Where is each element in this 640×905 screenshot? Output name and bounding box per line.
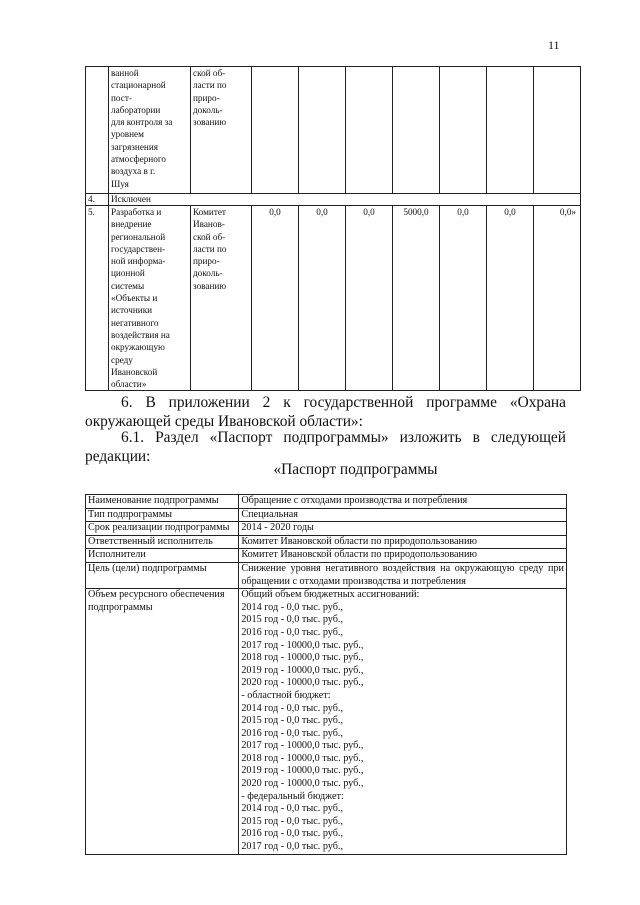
value-cell	[252, 67, 299, 194]
value-cell	[299, 67, 346, 194]
table-row	[86, 206, 581, 391]
text-line: зованию	[193, 117, 227, 128]
row-value: Снижение уровня негативного воздействия на окружающую среду при обращении с отходами производства и потребления	[239, 562, 567, 588]
text-line: загрязнения	[111, 141, 158, 152]
text-line: Общий объем бюджетных ассигнований:	[241, 589, 420, 601]
passport-title: «Паспорт подпрограммы	[273, 461, 438, 478]
text-line: 2015 год - 0,0 тыс. руб.,	[241, 614, 344, 626]
text-line: окружающую	[111, 342, 165, 353]
text-line: ской об-	[193, 231, 226, 242]
text-line: ской об-	[193, 68, 226, 78]
row-value: Комитет Ивановской области по природопользованию	[239, 549, 567, 563]
value-cell	[487, 67, 534, 194]
text-line: источники	[111, 305, 153, 316]
text-line: «Объекты и	[111, 293, 158, 304]
text-line: лаборатории	[111, 104, 161, 115]
row-value: Специальная	[239, 508, 567, 522]
row-number: 5.	[86, 206, 109, 391]
value-cell: 0,0	[487, 206, 534, 391]
text-line: 2017 год - 10000,0 тыс. руб.,	[241, 740, 364, 752]
text-line: 2014 год - 0,0 тыс. руб.,	[241, 702, 344, 714]
row-label: Тип подпрограммы	[86, 508, 239, 522]
text-line: воздействия на	[111, 329, 170, 340]
table-row	[86, 194, 581, 206]
text-line: зованию	[193, 280, 227, 291]
text-line: Ивановской	[111, 366, 158, 377]
text-line: 2015 год - 0,0 тыс. руб.,	[241, 715, 344, 727]
text-line: Иванов-	[193, 219, 225, 230]
table-row	[86, 508, 567, 522]
text-line: 2015 год - 0,0 тыс. руб.,	[241, 815, 344, 827]
executor	[191, 206, 252, 391]
text-line: приро-	[193, 92, 220, 103]
row-value: Комитет Ивановской области по природопользованию	[239, 535, 567, 549]
text-line: 2020 год - 10000,0 тыс. руб.,	[241, 677, 364, 689]
measure-name	[109, 206, 191, 391]
text-line: уровнем	[111, 129, 144, 140]
text-line: Комитет	[193, 207, 226, 217]
text-line: 2016 год - 0,0 тыс. руб.,	[241, 727, 344, 739]
text-line: - областной бюджет:	[241, 689, 331, 701]
row-label: Ответственный исполнитель	[86, 535, 239, 549]
value-cell: 0,0»	[534, 206, 581, 391]
row-label: Наименование подпрограммы	[86, 495, 239, 509]
text-line: ной информа-	[111, 256, 166, 267]
text-line: доколь-	[193, 104, 223, 115]
text-line: для контроля за	[111, 117, 173, 128]
text-line: внедрение	[111, 219, 152, 230]
text-line: 2018 год - 10000,0 тыс. руб.,	[241, 652, 364, 664]
text-line: 2019 год - 10000,0 тыс. руб.,	[241, 664, 364, 676]
row-label: Цель (цели) подпрограммы	[86, 562, 239, 588]
text-line: приро-	[193, 256, 220, 267]
page-number: 11	[548, 38, 560, 52]
table-row	[86, 535, 567, 549]
text-line: системы	[111, 280, 145, 291]
text-line: - федеральный бюджет:	[241, 790, 344, 802]
value-cell	[534, 67, 581, 194]
value-cell: 5000,0	[393, 206, 440, 391]
value-cell	[393, 67, 440, 194]
table-row	[86, 549, 567, 563]
text-line: ласти по	[193, 243, 227, 254]
row-number	[86, 67, 109, 194]
value-cell	[346, 67, 393, 194]
text-line: 2016 год - 0,0 тыс. руб.,	[241, 626, 344, 638]
text-line: 2017 год - 10000,0 тыс. руб.,	[241, 639, 364, 651]
value-cell: 0,0	[440, 206, 487, 391]
table-row	[86, 562, 567, 588]
measure-name	[109, 67, 191, 194]
table-row	[86, 522, 567, 536]
text-line: государствен-	[111, 243, 166, 254]
text-line: 2014 год - 0,0 тыс. руб.,	[241, 803, 344, 815]
text-line: стационарной	[111, 80, 166, 91]
text-line: Разработка и	[111, 207, 162, 217]
table-row	[86, 589, 567, 854]
paragraph-6: 6. В приложении 2 к государственной программе «Охрана окружающей среды Ивановской области»:	[85, 394, 566, 430]
text-line: 2016 год - 0,0 тыс. руб.,	[241, 828, 344, 840]
row-label: Срок реализации подпрограммы	[86, 522, 239, 536]
funding-lines	[239, 589, 567, 854]
text-line: атмосферного	[111, 154, 166, 165]
text-line: среду	[111, 354, 133, 365]
text-line: 2019 год - 10000,0 тыс. руб.,	[241, 765, 364, 777]
value-cell: 0,0	[299, 206, 346, 391]
text-line: ванной	[111, 68, 139, 78]
row-value: 2014 - 2020 годы	[239, 522, 567, 536]
row-value: Обращение с отходами производства и потребления	[239, 495, 567, 509]
text-line: ционной	[111, 268, 145, 279]
executor	[191, 67, 252, 194]
value-cell	[440, 67, 487, 194]
text-line: воздуха в г.	[111, 166, 156, 177]
text-line: области»	[111, 379, 147, 390]
measures-table	[85, 66, 581, 391]
table-row	[86, 495, 567, 509]
excluded-text	[109, 194, 581, 206]
text-line: ласти по	[193, 80, 227, 91]
text-line: 2014 год - 0,0 тыс. руб.,	[241, 601, 344, 613]
value-cell: 0,0	[346, 206, 393, 391]
text-line: региональной	[111, 231, 166, 242]
text-line: 2020 год - 10000,0 тыс. руб.,	[241, 778, 364, 790]
text-line: Шуя	[111, 178, 129, 189]
value-cell: 0,0	[252, 206, 299, 391]
text-line: пост-	[111, 92, 132, 103]
paragraph-6-1: 6.1. Раздел «Паспорт подпрограммы» изложить в следующей редакции:	[85, 429, 566, 465]
text-line: 2017 год - 0,0 тыс. руб.,	[241, 841, 344, 853]
funding-label: Объем ресурсного обеспечения подпрограммы	[86, 589, 239, 854]
row-number: 4.	[86, 194, 109, 206]
text-line: 2018 год - 10000,0 тыс. руб.,	[241, 752, 364, 764]
row-label: Исполнители	[86, 549, 239, 563]
table-row	[86, 67, 581, 194]
text-line: доколь-	[193, 268, 223, 279]
text-line: Исключен	[111, 194, 151, 204]
text-line: негативного	[111, 317, 159, 328]
passport-table	[85, 494, 567, 855]
